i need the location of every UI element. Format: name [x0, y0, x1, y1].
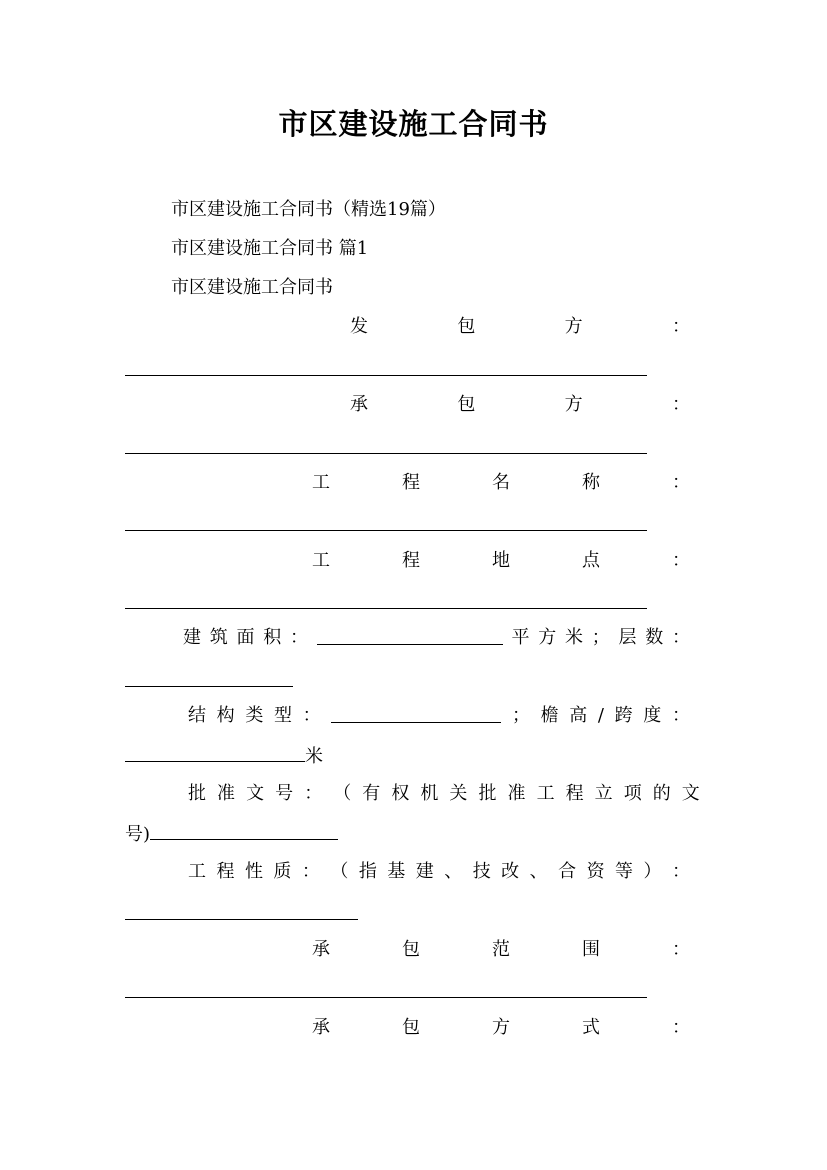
unit-meter: 米	[305, 746, 323, 767]
document-title: 市区建设施工合同书	[278, 107, 549, 141]
label-char: 结	[188, 705, 206, 726]
label-char: 类	[245, 705, 264, 726]
label-hao: 号)	[125, 824, 151, 845]
label-char: ：	[304, 783, 323, 804]
field-project-name-label	[312, 471, 690, 495]
approval-number-continuation	[125, 821, 338, 847]
label-char: 准	[217, 783, 236, 804]
field-project-nature-label	[188, 860, 690, 884]
label-char: 发	[350, 316, 368, 337]
label-char: 点	[582, 550, 600, 571]
label-char: 的	[652, 783, 671, 804]
label-char: 批	[188, 783, 206, 804]
label-char: 程	[402, 472, 420, 493]
label-char: 包	[402, 1017, 420, 1038]
label-char: ：	[672, 627, 690, 648]
label-char: 方	[538, 627, 557, 648]
label-char: 程	[565, 783, 584, 804]
contract-scope-blank-line	[125, 997, 647, 998]
label-char: 包	[402, 939, 420, 960]
label-char: 准	[507, 783, 526, 804]
eave-height-blank	[125, 743, 305, 762]
label-char: ：	[671, 705, 690, 726]
label-char: 称	[582, 472, 600, 493]
label-char: ；	[511, 705, 530, 726]
label-char: 工	[188, 861, 206, 882]
label-char: 程	[216, 861, 235, 882]
label-char: 构	[216, 705, 235, 726]
label-char: 号	[275, 783, 294, 804]
approval-number-blank	[150, 821, 338, 840]
label-char: 、	[529, 861, 548, 882]
label-char: ）	[643, 861, 662, 882]
label-char: 文	[246, 783, 265, 804]
label-char: （	[333, 783, 352, 804]
label-char: 程	[402, 550, 420, 571]
label-char: 面	[236, 627, 255, 648]
field-contract-method-label	[312, 1016, 690, 1040]
project-location-blank-line	[125, 608, 647, 609]
intro-line-2: 市区建设施工合同书 篇1	[171, 238, 369, 259]
field-structure-type-label	[188, 704, 690, 728]
label-char: 方	[564, 316, 583, 337]
label-char: 层	[618, 627, 637, 648]
label-char: 包	[457, 394, 476, 415]
label-char: 资	[586, 861, 605, 882]
label-char: 型	[273, 705, 292, 726]
label-char: 文	[681, 783, 700, 804]
label-char: 工	[312, 550, 330, 571]
label-char: ；	[591, 627, 610, 648]
building-area-blank	[317, 626, 503, 645]
label-char: 包	[457, 316, 476, 337]
label-char: 承	[350, 394, 368, 415]
label-char: 等	[615, 861, 634, 882]
label-char: 性	[244, 861, 263, 882]
intro-line-1: 市区建设施工合同书（精选19篇）	[171, 199, 446, 220]
label-char: 合	[558, 861, 577, 882]
project-name-blank-line	[125, 530, 647, 531]
floors-blank-line	[125, 686, 293, 687]
label-char: 围	[582, 939, 600, 960]
label-char: 方	[492, 1017, 510, 1038]
label-char: 项	[623, 783, 642, 804]
field-approval-number-label	[188, 782, 700, 806]
label-char: 基	[387, 861, 406, 882]
label-char: ：	[672, 1017, 690, 1038]
label-char: 檐	[540, 705, 559, 726]
label-char: 平	[511, 627, 530, 648]
label-char: 指	[358, 861, 377, 882]
label-char: 有	[362, 783, 381, 804]
label-char: 数	[645, 627, 664, 648]
label-char: 承	[312, 939, 330, 960]
label-char: 式	[582, 1017, 600, 1038]
label-char: /	[597, 705, 604, 726]
label-char: 建	[415, 861, 434, 882]
label-char: ：	[290, 627, 308, 648]
fabao-blank-line	[125, 375, 647, 376]
structure-type-blank	[331, 704, 501, 723]
field-building-area-label	[183, 626, 690, 650]
label-char: （	[330, 861, 349, 882]
label-char: 工	[536, 783, 555, 804]
label-char: 技	[472, 861, 491, 882]
eave-height-continuation	[125, 743, 323, 769]
field-contract-scope-label	[312, 938, 690, 962]
label-char: 机	[420, 783, 439, 804]
label-char: ：	[672, 550, 690, 571]
label-char: 质	[273, 861, 292, 882]
label-char: 积	[263, 627, 282, 648]
label-char: 承	[312, 1017, 330, 1038]
label-char: ：	[302, 705, 321, 726]
label-char: 范	[492, 939, 510, 960]
label-char: 权	[391, 783, 410, 804]
label-char: ：	[301, 861, 320, 882]
label-char: 度	[643, 705, 662, 726]
chengbao-blank-line	[125, 453, 647, 454]
project-nature-blank-line	[125, 919, 358, 920]
label-char: 、	[444, 861, 463, 882]
label-char: 改	[501, 861, 520, 882]
field-chengbao-label	[350, 393, 690, 417]
label-char: 立	[594, 783, 613, 804]
label-char: 高	[569, 705, 588, 726]
label-char: 关	[449, 783, 468, 804]
label-char: 批	[478, 783, 497, 804]
label-char: 名	[492, 472, 510, 493]
label-char: ：	[671, 394, 690, 415]
label-char: 工	[312, 472, 330, 493]
label-char: ：	[672, 939, 690, 960]
label-char: 筑	[209, 627, 228, 648]
label-char: 地	[492, 550, 510, 571]
label-char: 建	[183, 627, 201, 648]
label-char: ：	[671, 316, 690, 337]
label-char: ：	[671, 861, 690, 882]
label-char: 跨	[614, 705, 633, 726]
label-char: 米	[565, 627, 583, 648]
field-project-location-label	[312, 549, 690, 573]
intro-line-3: 市区建设施工合同书	[171, 277, 333, 298]
label-char: 方	[564, 394, 583, 415]
label-char: ：	[672, 472, 690, 493]
field-fabao-label	[350, 315, 690, 339]
